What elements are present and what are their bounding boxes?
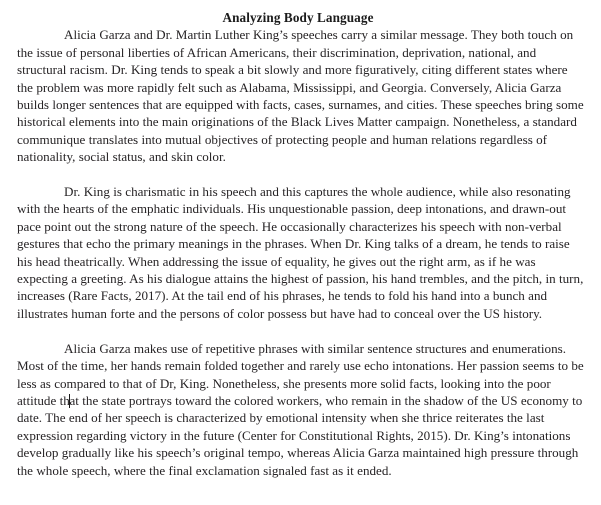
paragraph-2[interactable]: Dr. King is charismatic in his speech and this captures the whole audience, while also resonating with the hearts of the emphatic individuals. His unquestionable passion, deep intonations, and drawn-out pace point out the strong nature of the speech. He occasionally characterizes his speech with non-verbal gestures that echo the primary meanings in the phrases. When Dr. King talks of a dream, he tends to raise his head theatrically. When addressing the issue of equality, he gives out the right arm, as if he was expecting a greeting. As his dialogue attains the highest of passion, his hand trembles, and the pitch, in turn, increases (Rare Facts, 2017). At the tail end of his phrases, he tends to fold his hand into a bunch and illustrates human forte and the persons of color possess but have had to conceal over the US history. <box>17 184 584 321</box>
document-title: Analyzing Body Language <box>222 10 374 25</box>
text-cursor-caret <box>69 394 70 408</box>
paragraph-3-text-before-caret: Alicia Garza makes use of repetitive phrases with similar sentence structures and enumerations. Most of the time, her hands remain folded together and rarely use echo intonations. Her passion seems to be less as compared to that of Dr, King. Nonetheless, she presents more solid facts, looking into the poor attitude th <box>17 340 584 408</box>
paragraph-3-text-after-caret: at the state portrays toward the colored workers, who remain in the shadow of the US economy to date. The end of her speech is characterized by emotional intensity when she thrice reiterates the last expression regarding victory in the future (Center for Constitutional Rights, 2015). Dr. King’s intonations develop gradually like his speech’s original tempo, whereas Alicia Garza maintained high pressure through the whole speech, where the final exclamation signaled fast as it ended. <box>17 392 583 478</box>
paragraph-3[interactable] <box>17 340 585 479</box>
paragraph-1[interactable]: Alicia Garza and Dr. Martin Luther King’s speeches carry a similar message. They both touch on the issue of personal liberties of African Americans, their discrimination, deprivation, national, and structural racism. Dr. King tends to speak a bit slowly and more figuratively, citing different states where the problem was more rapidly felt such as Alabama, Mississippi, and Georgia. Conversely, Alicia Garza builds longer sentences that are equipped with facts, cases, surnames, and cities. These speeches bring some historical elements into the main originations of the Black Lives Matter campaign. Nonetheless, a standard communique translates into mutual objectives of protecting people and human relations regardless of nationality, social status, and skin color. <box>17 27 584 165</box>
